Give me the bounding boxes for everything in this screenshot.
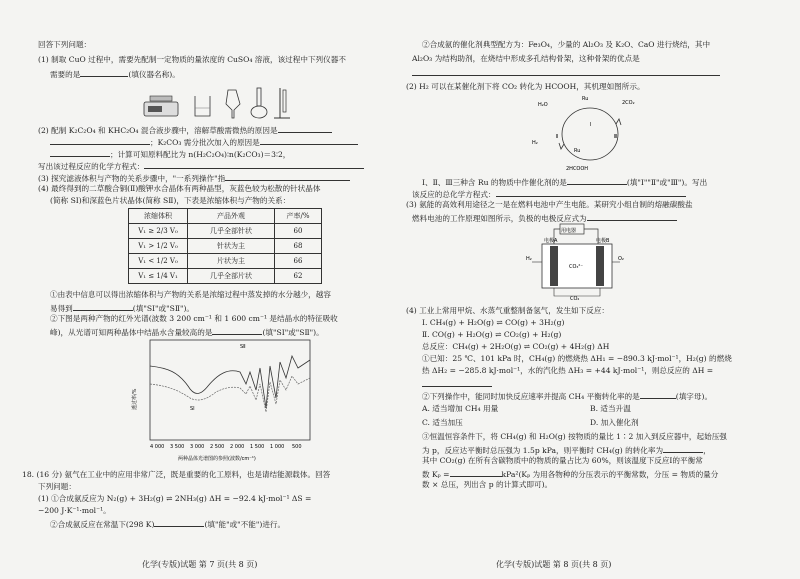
burette-stand-icon [274,88,290,118]
x-tick: 1 000 [270,444,285,450]
electrode-b [596,246,604,286]
answer-blank[interactable] [412,67,720,76]
answer-blank[interactable] [212,326,262,335]
table-header-cell: 产品外观 [188,209,275,224]
x-tick: 4 000 [150,444,165,450]
r11: 总反应：CH₄(g) + 2H₂O(g) ⇌ CO₂(g) + 4H₂(g) ΔH [422,342,610,351]
answer-blank[interactable] [260,136,358,145]
q2c-line: ；计算可知原料配比为 n(H₂C₂O₄)∶n(K₂CO₃)＝3∶2， [50,148,290,160]
page-footer: 化学(专版)试题 第 7 页(共 8 页) [142,560,258,569]
option-a: A. 适当增加 CH₄ 用量 [422,404,499,413]
separatory-funnel-icon [226,90,240,118]
s1-curve-label: SⅠ [190,406,195,412]
svg-text:Ⅰ: Ⅰ [590,122,592,128]
r14-line: ②下列操作中，能同时加快反应速率并提高 CH₄ 平衡转化率的是 (填字母)。 [422,392,713,401]
volumetric-flask-icon [251,88,267,118]
fuel-cell-diagram [524,224,634,302]
answer-blank[interactable] [154,518,204,527]
volume-product-table [128,208,322,284]
answer-blank[interactable] [225,172,350,181]
right-page [400,0,800,579]
table-row: V₁ < 1/2 V₀ 片状为主 66 [129,254,322,269]
intro: 回答下列问题： [38,40,92,49]
answer-blank[interactable] [663,444,703,453]
answer-blank[interactable] [567,176,627,185]
page-footer: 化学(专版)试题 第 8 页(共 8 页) [496,560,612,569]
table-header-cell: 产率/% [275,209,322,224]
spectrum-s1-line [150,376,310,412]
svg-text:H₂: H₂ [532,140,538,146]
x-axis-label: 两种晶体光谱图的参照(波数/cm⁻¹) [178,456,256,462]
option-c: C. 适当加压 [422,418,463,427]
q4a: (4) 最终得到的二草酸合铜(Ⅱ)酸钾水合晶体有两种晶型，灰蓝色较为松散的针状晶体 [38,184,321,193]
q4b: (简称 SⅠ)和深蓝色片状晶体(简称 SⅡ)，下表是浓缩体积与产物的关系： [50,196,291,205]
q4d-line: 易得到 (填"SⅠ"或"SⅡ")。 [50,304,195,313]
r9: Ⅰ. CH₄(g) + H₂O(g) ⇌ CO(g) + 3H₂(g) [422,318,565,327]
q4g-line: 峰)，从光谱可知两种晶体中结晶水含量较高的是 (填"SⅠ"或"SⅡ")。 [50,328,324,337]
svg-text:Ru: Ru [574,148,581,154]
table-row: V₁ ≥ 2/3 V₀ 几乎全部针状 60 [129,224,322,239]
r8: (4) 工业上常用甲烷、水蒸气重整制备氢气，发生如下反应： [406,306,610,315]
ir-spectrum-figure [128,338,318,468]
r13-line: 热 ΔH₂ = −285.8 kJ·mol⁻¹，水的汽化热 ΔH₃ = +44 kJ·mol⁻¹，则总反应的 ΔH = [422,366,714,375]
r2: Al₂O₃ 为结构助剂，在烧结中形成多孔结构骨架，这种骨架的优点是 [412,54,640,63]
r5-line: 该反应的总化学方程式： [412,188,686,200]
svg-text:O₂: O₂ [618,256,624,262]
answer-blank[interactable] [422,378,492,387]
x-tick: 1 500 [250,444,265,450]
q18e-line: ②合成氨反应在常温下(298 K) (填"能"或"不能")进行。 [50,520,286,529]
beaker-icon [195,96,210,116]
table-header-cell: 浓缩体积 [129,209,188,224]
answer-blank[interactable] [450,468,502,477]
x-tick: 500 [292,444,302,450]
catalytic-cycle-diagram [530,94,650,172]
q2b-line: ；K₂CO₃ 需分批次加入的原因是 [50,136,358,148]
spectrum-s2-line [150,356,310,408]
r12: ①已知：25 ℃、101 kPa 时，CH₄(g) 的燃烧热 ΔH₁ = −890.3 kJ·mol⁻¹，H₂(g) 的燃烧 [422,354,732,363]
balance-icon [144,96,178,116]
electrode-a [550,246,558,286]
answer-blank[interactable] [640,390,676,399]
q18a: 18. (16 分) 氨气在工业中的应用非常广泛，既是重要的化工原料，也是请结能源载体。回答 [22,470,331,479]
q18c: (1) ①合成氨反应为 N₂(g) + 3H₂(g) ⇌ 2NH₃(g) ΔH = −92.4 kJ·mol⁻¹ ΔS = [38,494,312,503]
svg-text:2CO₂: 2CO₂ [622,100,635,106]
answer-blank[interactable] [80,68,128,77]
svg-text:电极B: 电极B [596,238,610,244]
y-axis-label: 透过率/% [132,388,138,410]
s2-curve-label: SⅡ [240,344,246,350]
answer-blank[interactable] [50,136,150,145]
x-tick: 2 000 [230,444,245,450]
r18-line: 数 Kₚ = kPa²(Kₚ 为用各物种的分压表示的平衡常数，分压 = 物质的量分 [422,470,719,479]
r19: 数 × 总压，列出含 p 的计算式即可)。 [422,480,553,489]
answer-blank[interactable] [278,124,332,133]
q2d-line: 写出该过程反应的化学方程式： [38,160,364,172]
svg-text:2HCOOH: 2HCOOH [566,166,589,172]
svg-text:H₂O: H₂O [538,102,548,108]
q4f: ②下图是两种产物的红外光谱(波数 3 200 cm⁻¹ 和 1 600 cm⁻¹ 是结晶水的特征吸收 [50,314,338,323]
q4c: ①由表中信息可以得出浓缩体积与产物的关系是浓缩过程中蒸发掉的水分越少，越容 [50,290,331,299]
r17: 其中 CO₂(g) 在所有含碳物质中的物质的量占比为 60%，则该温度下反应Ⅰ的平衡常 [422,456,703,465]
q1-text: (1) 制取 CuO 过程中，需要先配制一定物质的量浓度的 CuSO₄ 溶液，该过程中下列仪器不 [38,55,346,64]
svg-text:电极A: 电极A [544,238,558,244]
apparatus-figure [140,88,340,120]
r3: (2) H₂ 可以在某催化剂下将 CO₂ 转化为 HCOOH，其机理如图所示。 [406,82,645,91]
svg-text:用电器: 用电器 [561,228,577,234]
svg-text:H₂: H₂ [526,256,532,262]
r10: Ⅱ. CO(g) + H₂O(g) ⇌ CO₂(g) + H₂(g) [422,330,562,339]
svg-text:Ⅱ: Ⅱ [556,134,559,140]
x-tick: 3 500 [170,444,185,450]
svg-text:Ⅲ: Ⅲ [614,134,618,140]
x-tick: 2 500 [210,444,225,450]
r4-line: Ⅰ、Ⅱ、Ⅲ三种含 Ru 的物质中作催化剂的是 (填"Ⅰ""Ⅱ"或"Ⅲ")。写出 [422,178,708,187]
q3-line: (3) 探究滤液体积与产物的关系步骤中，"一系列操作"指 [38,172,350,184]
r1: ②合成氨的催化剂典型配方为：Fe₃O₄，少量的 Al₂O₃ 及 K₂O、CaO 进行烧结，其中 [422,40,711,49]
option-b: B. 适当升温 [590,404,631,413]
q18b: 下列问题： [38,482,76,491]
r7-line: 燃料电池的工作原理如图所示，负极的电极反应式为 [412,212,677,224]
table-row: V₁ ≤ 1/4 V₁ 几乎全部片状 62 [129,269,322,284]
answer-blank[interactable] [50,148,110,157]
table-row: V₁ > 1/2 V₀ 针状为主 68 [129,239,322,254]
answer-blank[interactable] [144,160,364,169]
q1-blank-line: 需要的是 (填仪器名称)。 [50,70,180,79]
svg-text:CO₃²⁻: CO₃²⁻ [569,264,584,270]
answer-blank[interactable] [587,212,677,221]
r6: (3) 氨能的高效利用途径之一是在燃料电池中产生电能。某研究小组自制的熔融碳酸盐 [406,200,693,209]
r15: ③恒温恒容条件下，将 CH₄(g) 和 H₂O(g) 按物质的量比 1∶2 加入到反应器中，起始压强 [422,432,727,441]
q2a-line: (2) 配制 K₂C₂O₄ 和 KHC₂O₄ 混合液步骤中，溶解草酸需微热的原因是 [38,124,332,136]
answer-blank[interactable] [496,188,686,197]
option-d: D. 加入催化剂 [590,418,639,427]
q18d: −200 J·K⁻¹·mol⁻¹。 [38,506,111,515]
x-tick: 3 000 [190,444,205,450]
r16-line: 为 p，反应达平衡时总压强为 1.5p kPa，则平衡时 CH₄(g) 的转化率为 ， [422,446,711,455]
table-header-row [129,209,322,224]
svg-text:Ru: Ru [582,96,589,102]
svg-text:CO₂: CO₂ [570,296,580,302]
answer-blank[interactable] [73,302,133,311]
